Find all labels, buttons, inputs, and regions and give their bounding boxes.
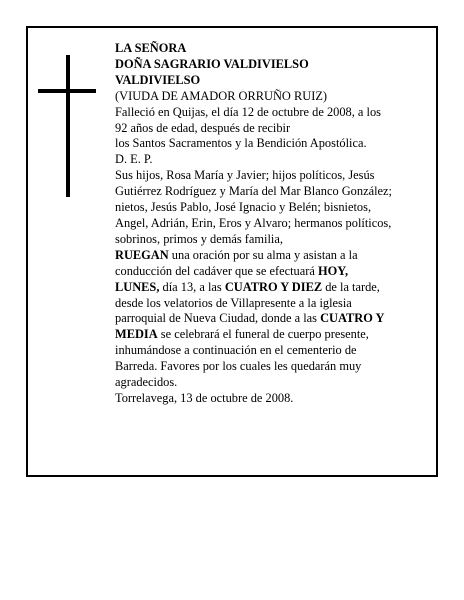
place-date-line: Torrelavega, 13 de octubre de 2008. — [115, 390, 294, 405]
title-line: LA SEÑORA — [115, 41, 187, 55]
family-line-1: Sus hijos, Rosa María y Javier; hijos políticos, Jesús — [115, 168, 375, 183]
request-line-8: Barreda. Favores por los cuales les quedarán muy — [115, 359, 362, 374]
death-line-3: los Santos Sacramentos y la Bendición Apostólica. — [115, 136, 367, 151]
cross-icon — [38, 55, 96, 197]
hoy-word: HOY, — [317, 263, 349, 278]
request-line-6-rest: se celebrará el funeral de cuerpo presente, — [157, 327, 369, 342]
deceased-name-line-1: DOÑA SAGRARIO VALDIVIELSO — [115, 56, 309, 71]
request-line-1-rest: una oración por su alma y asistan a la — [168, 247, 358, 262]
request-line-3-mid: día 13, a las — [159, 279, 225, 294]
request-line-5 — [115, 311, 433, 327]
obituary-notice — [26, 26, 438, 477]
request-line-1 — [115, 248, 433, 264]
media-time: MEDIA — [115, 327, 158, 342]
lunes-word: LUNES, — [115, 279, 160, 294]
cuatro-y-time: CUATRO Y — [320, 311, 385, 326]
widow-of-line: (VIUDA DE AMADOR ORRUÑO RUIZ) — [115, 88, 328, 103]
request-line-9: agradecidos. — [115, 375, 178, 390]
request-line-3-end: de la tarde, — [322, 279, 380, 294]
cross-horizontal-bar — [38, 89, 96, 93]
family-line-2: Gutiérrez Rodríguez y María del Mar Blanco González; — [115, 184, 392, 199]
death-line-1: Falleció en Quijas, el día 12 de octubre de 2008, a los — [115, 104, 381, 119]
death-line-2: 92 años de edad, después de recibir — [115, 120, 291, 135]
rip-line: D. E. P. — [115, 152, 153, 167]
request-line-5-text: parroquial de Nueva Ciudad, donde a las — [115, 311, 321, 326]
cuatro-y-diez-time: CUATRO Y DIEZ — [224, 279, 323, 294]
notice-text — [115, 41, 433, 407]
ruegan-word: RUEGAN — [115, 247, 169, 262]
request-line-7: inhumándose a continuación en el cementerio de — [115, 343, 357, 358]
cross-vertical-bar — [66, 55, 70, 197]
request-line-2-text: conducción del cadáver que se efectuará — [115, 263, 318, 278]
family-line-4: Angel, Adrián, Erin, Eros y Alvaro; hermanos políticos, — [115, 215, 392, 230]
request-line-4: desde los velatorios de Villapresente a la iglesia — [115, 295, 352, 310]
deceased-name-line-2: VALDIVIELSO — [115, 72, 201, 87]
request-line-3 — [115, 280, 433, 296]
family-line-3: nietos, Jesús Pablo, José Ignacio y Belén; bisnietos, — [115, 200, 372, 215]
request-line-6 — [115, 327, 433, 343]
request-line-2 — [115, 264, 433, 280]
family-line-5: sobrinos, primos y demás familia, — [115, 231, 283, 246]
